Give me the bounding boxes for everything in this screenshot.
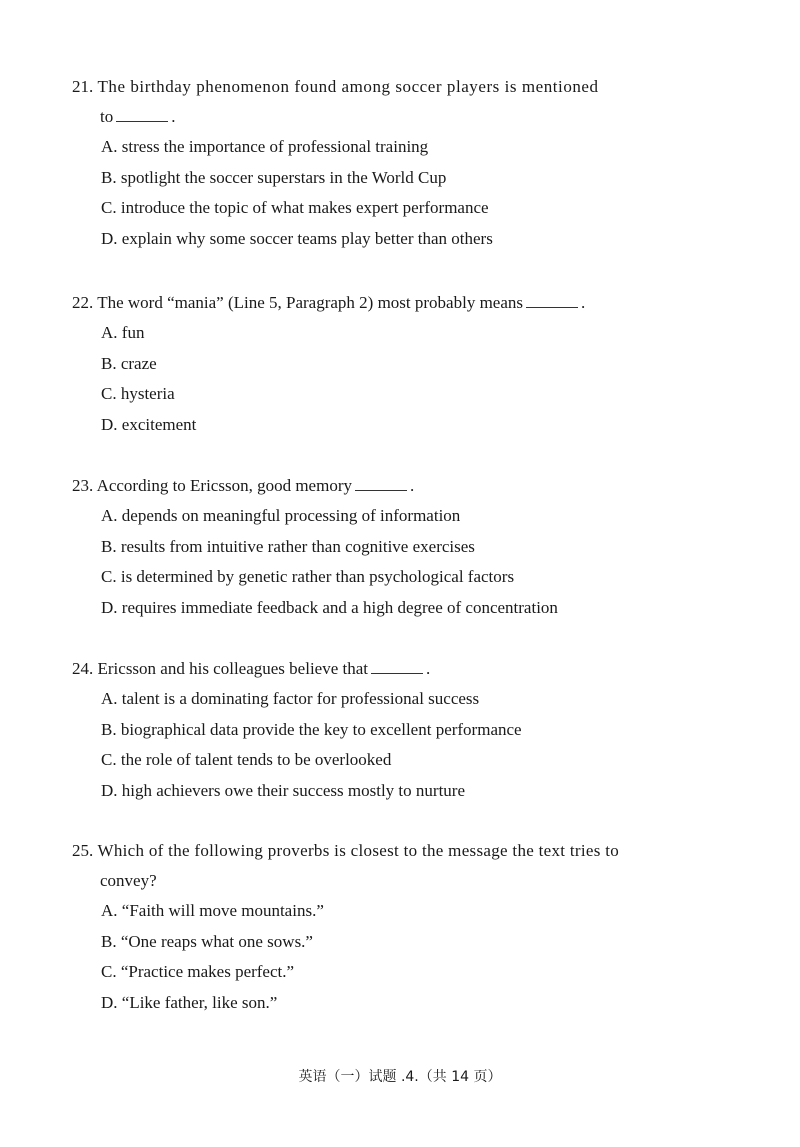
option-letter: A.: [101, 137, 118, 156]
page-footer: 英语（一）试题 .4.（共 14 页）: [298, 1069, 502, 1085]
option-d[interactable]: [101, 776, 712, 807]
blank-period: .: [581, 293, 586, 312]
blank-period: .: [171, 107, 176, 126]
question-text-continued: convey?: [100, 871, 157, 890]
option-letter: D.: [101, 992, 118, 1012]
option-c[interactable]: [101, 957, 712, 988]
question-stem-continued: [72, 866, 712, 896]
blank-period: .: [426, 659, 431, 678]
option-letter: C.: [101, 198, 117, 217]
option-d[interactable]: [101, 593, 712, 624]
question-22: [72, 288, 712, 440]
option-text: “Practice makes perfect.”: [120, 962, 295, 981]
answer-blank: [355, 476, 407, 491]
option-text: depends on meaningful processing of information: [121, 506, 461, 525]
question-25: [72, 836, 712, 1018]
question-number: 22.: [72, 293, 94, 312]
question-text: Ericsson and his colleagues believe that: [97, 659, 368, 678]
question-21: [72, 72, 712, 254]
option-text: the role of talent tends to be overlooked: [120, 750, 392, 769]
question-stem: [72, 836, 712, 866]
option-text: spotlight the soccer superstars in the World Cup: [120, 167, 447, 187]
option-text: biographical data provide the key to excellent performance: [120, 719, 522, 739]
option-a[interactable]: [101, 684, 712, 715]
option-text: results from intuitive rather than cognitive exercises: [120, 536, 475, 556]
question-text: Which of the following proverbs is closest to the message the text tries to: [97, 841, 620, 860]
option-b[interactable]: [101, 532, 712, 563]
answer-blank: [526, 293, 578, 308]
option-a[interactable]: [101, 501, 712, 532]
options-list: [72, 896, 712, 1018]
options-list: [72, 684, 712, 806]
option-letter: C.: [101, 567, 117, 586]
option-text: “Like father, like son.”: [121, 992, 278, 1012]
option-text: “Faith will move mountains.”: [121, 901, 324, 920]
option-letter: A.: [101, 323, 118, 342]
blank-period: .: [410, 476, 415, 495]
option-letter: D.: [101, 414, 118, 434]
option-text: “One reaps what one sows.”: [120, 931, 313, 951]
question-number: 25.: [72, 841, 94, 860]
option-letter: A.: [101, 689, 118, 708]
option-a[interactable]: [101, 318, 712, 349]
option-letter: D.: [101, 597, 118, 617]
option-letter: B.: [101, 353, 117, 373]
option-letter: C.: [101, 962, 117, 981]
option-letter: A.: [101, 506, 118, 525]
option-d[interactable]: [101, 224, 712, 255]
option-letter: B.: [101, 536, 117, 556]
option-a[interactable]: [101, 132, 712, 163]
option-b[interactable]: [101, 163, 712, 194]
answer-blank: [116, 107, 168, 122]
option-text: talent is a dominating factor for professional success: [121, 689, 480, 708]
option-d[interactable]: [101, 988, 712, 1019]
question-text: The birthday phenomenon found among soccer players is mentioned: [97, 77, 599, 96]
question-number: 21.: [72, 77, 94, 96]
question-stem: [72, 72, 712, 102]
option-letter: B.: [101, 167, 117, 187]
question-stem-continued: [72, 102, 712, 132]
option-text: fun: [121, 323, 145, 342]
option-text: stress the importance of professional training: [121, 137, 429, 156]
question-stem: [72, 471, 712, 501]
option-letter: D.: [101, 780, 118, 800]
answer-blank: [371, 659, 423, 674]
option-text: excitement: [121, 414, 197, 434]
question-text-continued: to: [100, 107, 114, 126]
question-number: 24.: [72, 659, 94, 678]
option-a[interactable]: [101, 896, 712, 927]
question-23: [72, 471, 712, 623]
option-text: introduce the topic of what makes expert performance: [120, 198, 489, 217]
options-list: [72, 132, 712, 254]
option-b[interactable]: [101, 715, 712, 746]
option-c[interactable]: [101, 745, 712, 776]
option-letter: D.: [101, 228, 118, 248]
option-text: explain why some soccer teams play better than others: [121, 228, 493, 248]
question-stem: [72, 654, 712, 684]
question-24: [72, 654, 712, 806]
option-b[interactable]: [101, 349, 712, 380]
option-text: requires immediate feedback and a high degree of concentration: [121, 597, 558, 617]
option-d[interactable]: [101, 410, 712, 441]
option-text: high achievers owe their success mostly to nurture: [121, 780, 465, 800]
option-c[interactable]: [101, 562, 712, 593]
question-text: The word “mania” (Line 5, Paragraph 2) most probably means: [97, 293, 524, 312]
option-letter: C.: [101, 384, 117, 403]
option-text: hysteria: [120, 384, 175, 403]
option-text: craze: [120, 353, 157, 373]
option-letter: B.: [101, 719, 117, 739]
options-list: [72, 501, 712, 623]
option-c[interactable]: [101, 193, 712, 224]
option-b[interactable]: [101, 927, 712, 958]
options-list: [72, 318, 712, 440]
option-letter: C.: [101, 750, 117, 769]
question-number: 23.: [72, 476, 94, 495]
option-c[interactable]: [101, 379, 712, 410]
option-text: is determined by genetic rather than psychological factors: [120, 567, 515, 586]
question-stem: [72, 288, 712, 318]
option-letter: A.: [101, 901, 118, 920]
question-text: According to Ericsson, good memory: [96, 476, 352, 495]
option-letter: B.: [101, 931, 117, 951]
